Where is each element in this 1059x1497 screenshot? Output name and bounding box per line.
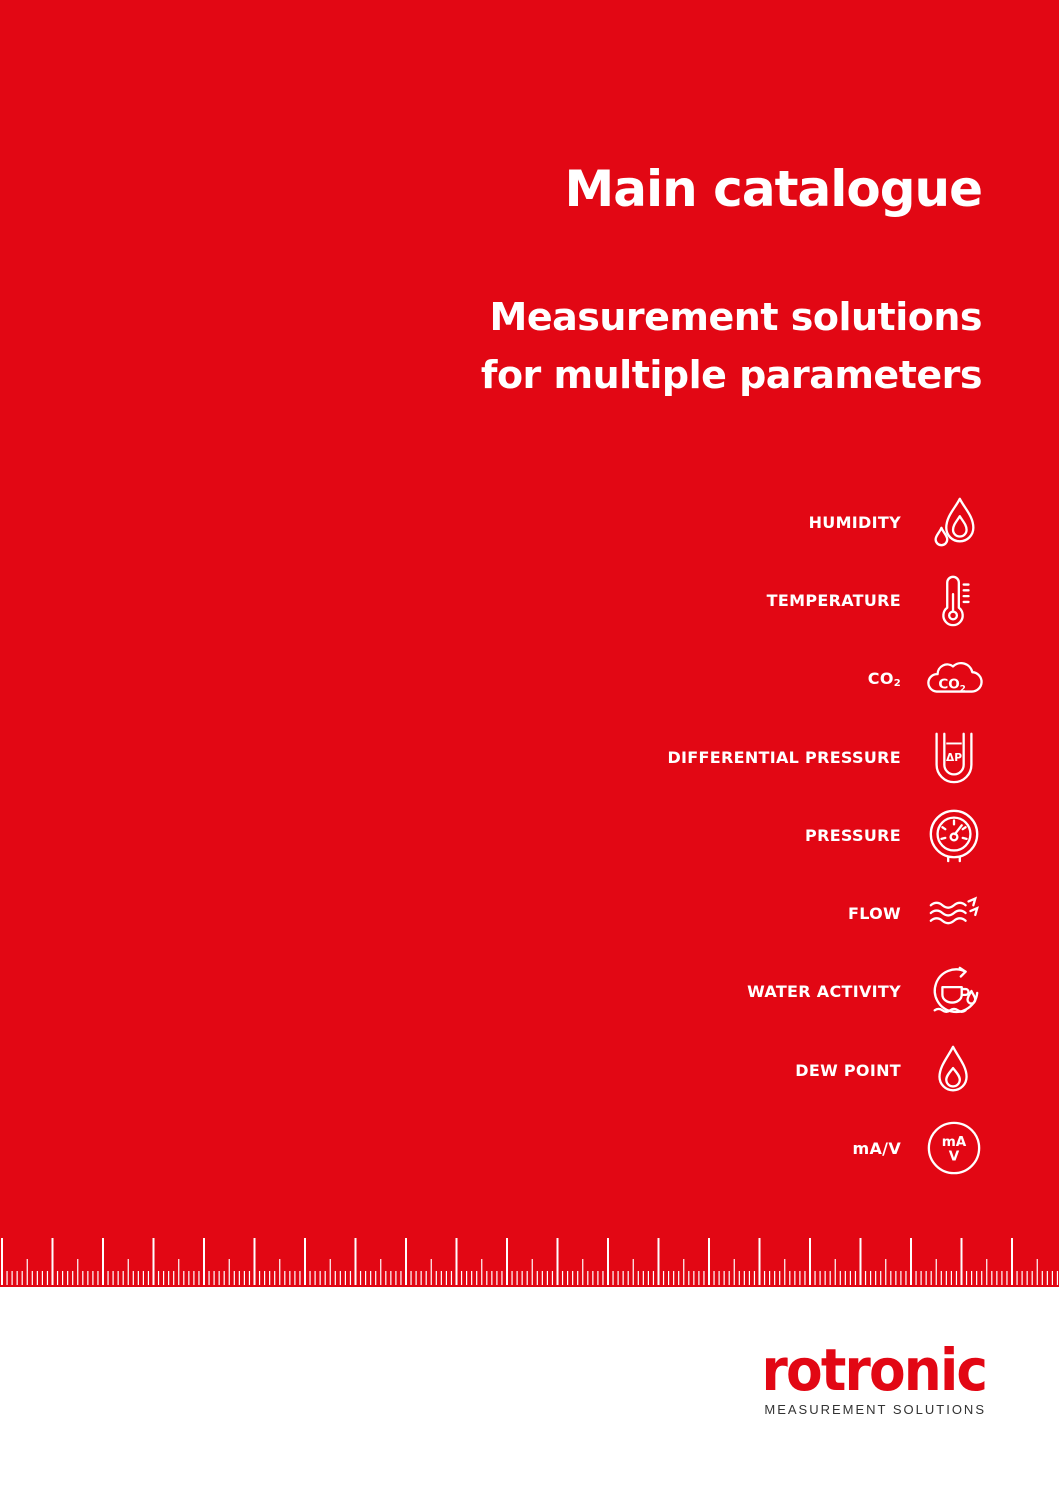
parameter-label: mA/V	[852, 1138, 901, 1158]
parameter-water-activity	[747, 960, 983, 1022]
parameter-label: FLOW	[847, 903, 901, 923]
parameter-dew-point	[795, 1039, 983, 1101]
logo-tagline: MEASUREMENT SOLUTIONS	[764, 1402, 986, 1417]
parameter-label-subscript: 2	[893, 677, 901, 689]
pressure-gauge-icon	[925, 806, 983, 864]
cover-title: Main catalogue	[564, 160, 982, 218]
humidity-drops-icon	[925, 493, 983, 551]
parameter-label: PRESSURE	[805, 825, 901, 845]
parameter-ma-v	[853, 1117, 983, 1179]
co2-cloud-icon	[925, 649, 983, 707]
ma-icon-text: mA	[941, 1134, 967, 1151]
parameter-label: DIFFERENTIAL PRESSURE	[667, 747, 901, 767]
cover-subtitle-line-2: for multiple parameters	[480, 353, 982, 397]
parameter-differential-pressure	[667, 726, 983, 788]
differential-pressure-icon	[925, 728, 983, 786]
parameter-label: DEW POINT	[795, 1060, 901, 1080]
parameter-pressure	[805, 804, 983, 866]
cover-subtitle	[481, 288, 982, 404]
parameter-label: WATER ACTIVITY	[747, 981, 901, 1001]
parameter-label: TEMPERATURE	[766, 590, 901, 610]
co2-icon-subscript: 2	[959, 684, 966, 695]
parameter-humidity	[809, 491, 983, 553]
water-activity-icon	[925, 962, 983, 1020]
delta-p-icon-text: ΔP	[945, 750, 963, 764]
logo-wordmark: rotronic	[761, 1336, 986, 1404]
ma-v-circle-icon	[925, 1119, 983, 1177]
parameter-co2	[868, 647, 983, 709]
svg-text:CO2	[938, 677, 965, 695]
v-icon-text: V	[948, 1148, 960, 1165]
ruler-scale	[0, 1230, 1059, 1285]
parameter-label-main: CO	[867, 668, 894, 688]
parameter-flow	[848, 882, 983, 944]
dew-point-drop-icon	[925, 1041, 983, 1099]
co2-icon-text: CO	[938, 676, 960, 693]
parameter-label: HUMIDITY	[808, 512, 901, 532]
cover-subtitle-line-1: Measurement solutions	[489, 295, 982, 339]
parameter-temperature	[767, 569, 983, 631]
flow-waves-icon	[925, 884, 983, 942]
thermometer-icon	[925, 571, 983, 629]
parameter-label	[868, 669, 901, 688]
rotronic-logo	[742, 1336, 986, 1417]
